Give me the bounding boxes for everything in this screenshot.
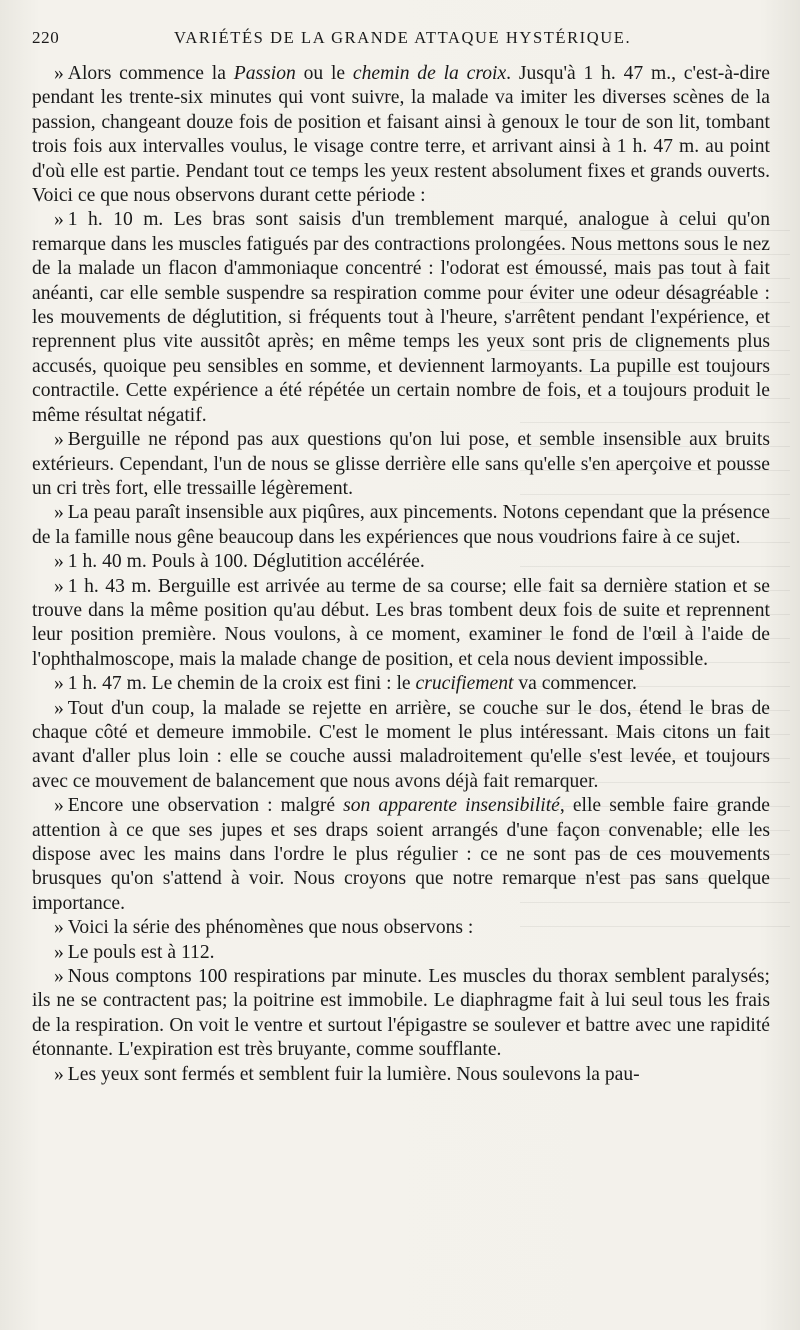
- quote-mark: »: [54, 697, 64, 719]
- paragraph: [32, 62, 770, 208]
- paragraph: [32, 672, 770, 696]
- paragraph: [32, 941, 770, 965]
- quote-mark: »: [54, 917, 64, 939]
- text-run: 1 h. 47 m. Le chemin de la croix est fini : le: [67, 673, 416, 695]
- quote-mark: »: [54, 209, 64, 231]
- paragraph: [32, 428, 770, 501]
- running-header: [32, 28, 770, 62]
- paragraph: [32, 575, 770, 673]
- text-run: Le pouls est à 112.: [67, 941, 215, 963]
- text-run: Encore une observation : malgré: [67, 795, 344, 817]
- body-text: [32, 62, 770, 1087]
- paragraph: [32, 794, 770, 916]
- quote-mark: »: [54, 429, 64, 451]
- paragraph: [32, 965, 770, 1063]
- text-run: Nous comptons 100 respirations par minute. Les muscles du thorax semblent paralysés; ils ne se contractent pas; la poitrine est immobile. Le diaphragme fait à lui seul tous les frais de la respiration. On voit le ventre et surtout l'épigastre se soulever et battre avec une rapidité étonnante. L'expiration est très bruyante, comme soufflante.: [32, 966, 770, 1061]
- quote-mark: »: [54, 63, 64, 84]
- text-run: Les yeux sont fermés et semblent fuir la lumière. Nous soulevons la pau-: [67, 1063, 640, 1085]
- text-run: 1 h. 10 m. Les bras sont saisis d'un tremblement marqué, analogue à celui qu'on remarque dans les muscles fatigués par des contractions prolongées. Nous mettons sous le nez de la malade un flacon d'ammoniaque concentré : l'odorat est émoussé, mais pas tout à fait anéanti, car elle semble suspendre sa respiration comme pour éviter une odeur désagréable : les mouvements de déglutition, si fréquents tout à l'heure, s'arrêtent pendant l'expérience, et reprennent plus vite aussitôt après; en même temps les yeux sont pris de clignements plus accusés, quoique peu sensibles en somme, et deviennent larmoyants. La pupille est toujours contractile. Cette expérience a été répétée un certain nombre de fois, et a toujours produit le même résultat négatif.: [32, 209, 770, 426]
- paragraph: [32, 1063, 770, 1087]
- text-run: La peau paraît insensible aux piqûres, aux pincements. Notons cependant que la présence de la famille nous gêne beaucoup dans les expériences que nous voudrions faire à ce sujet.: [32, 502, 770, 548]
- paragraph: [32, 501, 770, 550]
- quote-mark: »: [54, 551, 64, 573]
- quote-mark: »: [54, 941, 64, 963]
- quote-mark: »: [54, 502, 64, 524]
- italic-text: chemin de la croix: [352, 63, 507, 84]
- text-run: Tout d'un coup, la malade se rejette en arrière, se couche sur le dos, étend le bras de chaque côté et demeure immobile. C'est le moment le plus intéressant. Mais citons un fait avant d'aller plus loin : elle se couche aussi maladroitement qu'elle s'est levée, et toujours avec ce mouvement de balancement que nous avons déjà fait remarquer.: [32, 697, 770, 792]
- text-run: ou le: [295, 63, 353, 84]
- text-run: . Jusqu'à 1 h. 47 m., c'est-à-dire pendant les trente-six minutes qui vont suivre, la malade va imiter les diverses scènes de la passion, changeant douze fois de position et faisant ainsi à genoux le tour de son lit, tombant trois fois aux intervalles voulus, le visage contre terre, et arrivant ainsi à 1 h. 47 m. au point d'où elle est partie. Pendant tout ce temps les yeux restent absolument fixes et grands ouverts. Voici ce que nous observons durant cette période :: [32, 63, 771, 207]
- text-run: , elle semble faire grande attention à ce que ses jupes et ses draps soient arrangés d'une façon convenable; elle les dispose avec les mains dans l'ordre le plus régulier : ce ne sont pas de ces mouvements brusques qu'on s'attend à voir. Nous croyons que notre remarque n'est pas sans quelque importance.: [32, 795, 771, 914]
- paragraph: [32, 208, 770, 428]
- text-run: va commencer.: [513, 673, 637, 695]
- paragraph: [32, 550, 770, 574]
- text-run: 1 h. 43 m. Berguille est arrivée au terme de sa course; elle fait sa dernière station et se trouve dans la même position qu'au début. Les bras tombent deux fois de suite et reprennent leur position première. Nous voulons, à ce moment, examiner le fond de l'œil à l'aide de l'ophthalmoscope, mais la malade change de position, et cela nous devient impossible.: [32, 575, 770, 670]
- text-run: Voici la série des phénomènes que nous observons :: [67, 917, 474, 939]
- quote-mark: »: [54, 966, 64, 988]
- italic-text: Passion: [233, 63, 296, 84]
- text-run: 1 h. 40 m. Pouls à 100. Déglutition accélérée.: [67, 551, 425, 573]
- italic-text: son apparente insensibilité: [343, 795, 560, 817]
- text-run: Alors commence la: [67, 63, 234, 84]
- italic-text: crucifiement: [415, 673, 514, 695]
- paragraph: [32, 697, 770, 795]
- quote-mark: »: [54, 795, 64, 817]
- quote-mark: »: [54, 575, 64, 597]
- text-run: Berguille ne répond pas aux questions qu'on lui pose, et semble insensible aux bruits extérieurs. Cependant, l'un de nous se glisse derrière elle sans qu'elle s'en aperçoive et pousse un cri très fort, elle tressaille légèrement.: [32, 429, 770, 499]
- running-title: VARIÉTÉS DE LA GRANDE ATTAQUE HYSTÉRIQUE.: [174, 28, 632, 47]
- quote-mark: »: [54, 1063, 64, 1085]
- quote-mark: »: [54, 673, 64, 695]
- page-number: 220: [32, 28, 60, 47]
- paragraph: [32, 916, 770, 940]
